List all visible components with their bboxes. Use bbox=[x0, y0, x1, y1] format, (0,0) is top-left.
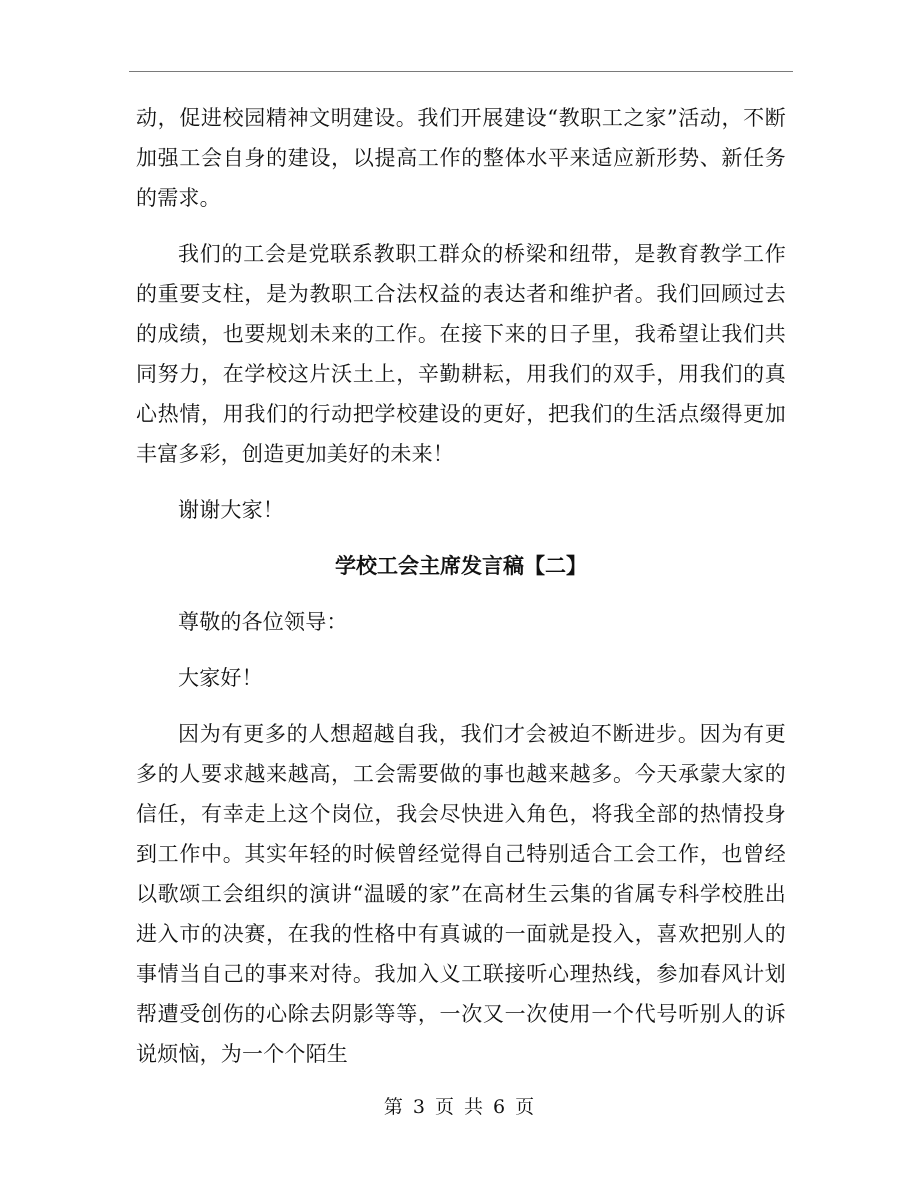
page-number: 第 3 页 共 6 页 bbox=[383, 1096, 537, 1118]
header-divider bbox=[129, 71, 793, 72]
section-title: 学校工会主席发言稿【二】 bbox=[335, 554, 587, 578]
paragraph-thanks: 谢谢大家！ bbox=[178, 498, 284, 522]
paragraph-speech-body: 因为有更多的人想超越自我，我们才会被迫不断进步。因为有更多的人要求越来越高，工会需要做的事也越来越多。今天承蒙大家的信任，有幸走上这个岗位，我会尽快进入角色，将我全部的热情投身到工作中。其实年轻的时候曾经觉得自己特别适合工会工作，也曾经以歌颂工会组织的演讲“温暖的家”在高材生云集的省属专科学校胜出进入市的决赛，在我的性格中有真诚的一面就是投入，喜欢把别人的事情当自己的事来对待。我加入义工联接听心理热线，参加春风计划帮遭受创伤的心除去阴影等等，一次又一次使用一个代号听别人的诉说烦恼，为一个个陌生 bbox=[136, 722, 786, 1066]
greeting: 大家好！ bbox=[178, 666, 263, 690]
salutation: 尊敬的各位领导： bbox=[178, 610, 348, 634]
document-body bbox=[136, 98, 786, 1074]
paragraph-union-role: 我们的工会是党联系教职工群众的桥梁和纽带，是教育教学工作的重要支柱，是为教职工合法权益的表达者和维护者。我们回顾过去的成绩，也要规划未来的工作。在接下来的日子里，我希望让我们共同努力，在学校这片沃土上，辛勤耕耘，用我们的双手，用我们的真心热情，用我们的行动把学校建设的更好，把我们的生活点缀得更加丰富多彩，创造更加美好的未来！ bbox=[136, 242, 786, 466]
paragraph-continuation: 动，促进校园精神文明建设。我们开展建设“教职工之家”活动，不断加强工会自身的建设，以提高工作的整体水平来适应新形势、新任务的需求。 bbox=[136, 106, 786, 210]
